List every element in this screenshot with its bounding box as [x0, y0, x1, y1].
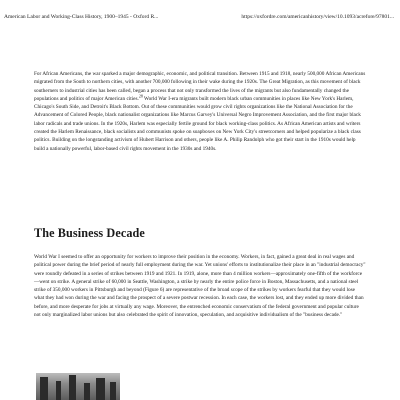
paragraph-text: For African Americans, the war sparked a major demographic, economic, and political transition. Between 1915 and 1918, nearly 500,000 African Americans migrated from the South to northern cities, with another 700,000 following in their wake during the 1920s. The Great Migration, as this movement of black southerners to industrial cities has been called, began a process that not only transformed the lives of the migrants but also fundamentally changed the populations and politics of major American cities. — [34, 71, 366, 102]
section-heading: The Business Decade — [34, 226, 145, 240]
paragraph-business-decade: World War I seemed to offer an opportunity for workers to improve their position in the economy. Workers, in fact, gained a great deal in real wages and political power during the brief period of nearly full employment during the war. Yet unions' efforts to institutionalize their place in an "industrial democracy" were roundly defeated in a series of strikes between 1919 and 1921. In 1919, alone, more than 4 million workers—approximately one-fifth of the workforce—went on strike. A general strike of 60,000 in Seattle, Washington, a strike by nearly the entire police force in Boston, Massachusetts, and a national steel strike of 350,000 workers in Pittsburgh and beyond (Figure 6) are representative of the broad scope of the strikes by workers fearful that they would lose what they had won during the war and facing the prospect of a severe postwar recession. In each case, the workers lost, and they ended up more divided than before, and more desperate for jobs at virtually any wage. Moreover, the entrenched economic conservatism of the federal government and popular culture not only marginalized labor unions but also celebrated the spirit of innovation, speculation, and acquisitive individualism of the "business decade." — [34, 254, 366, 319]
print-header — [0, 0, 400, 26]
footnote-link[interactable]: 28 — [138, 93, 143, 99]
page-title-header: American Labor and Working-Class History, 1900–1945 - Oxford R... — [4, 14, 159, 20]
historical-photo — [36, 373, 120, 400]
page-url-header: https://oxfordre.com/americanhistory/view/10.1093/acrefore/97801... — [241, 14, 394, 20]
paragraph-text: World War I-era migrants built modern black urban communities in places like New York's Harlem, Chicago's South Side, and Detroit's Black Bottom. Out of these communities would grow civil rights organizations like the National Association for the Advancement of Colored People, black nationalist organizations like Marcus Garvey's Universal Negro Improvement Association, and the first major black labor radicals and trade unions. In the 1920s, Harlem was especially fertile ground for black working-class politics. As African American artists and writers created the Harlem Renaissance, black socialists and communists spoke on soapboxes on New York City's streetcorners and helped popularize a black class politics. Building on the longstanding activism of Hubert Harrison and others, people like A. Philip Randolph who got their start in the 1910s would help build a nationally powerful, labor-based civil rights movement in the 1930s and 1940s. — [34, 95, 361, 152]
paragraph-great-migration — [34, 70, 366, 153]
